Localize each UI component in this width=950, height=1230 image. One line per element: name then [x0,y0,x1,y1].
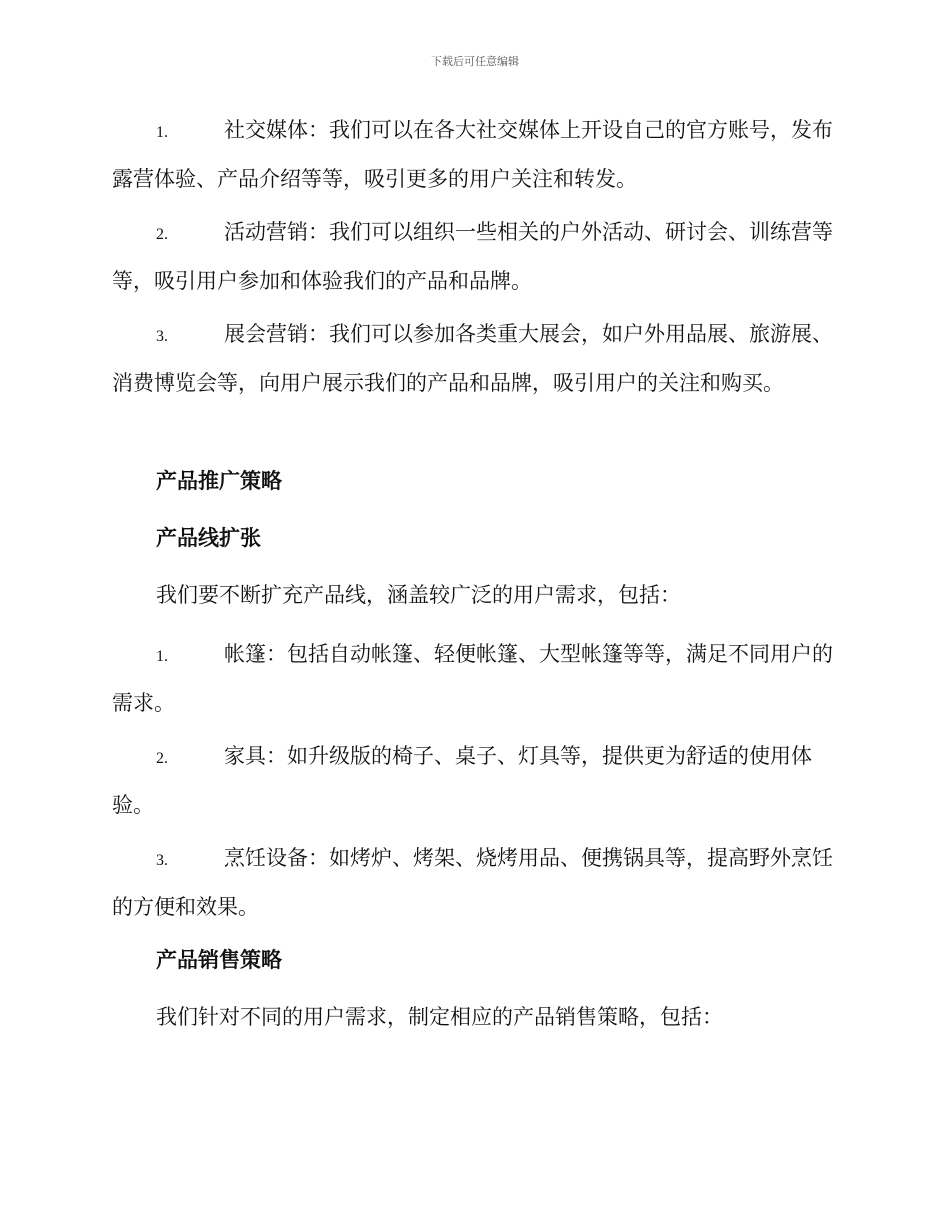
list-text: 家具：如升级版的椅子、桌子、灯具等，提供更为舒适的使用体验。 [112,744,812,817]
section-heading-product-line: 产品线扩张 [156,525,261,550]
section-heading-promotion: 产品推广策略 [156,468,282,493]
list-number: 1. [156,648,168,665]
list-item [112,835,840,930]
list-text: 社交媒体：我们可以在各大社交媒体上开设自己的官方账号，发布露营体验、产品介绍等等，吸引更多的用户关注和转发。 [112,118,833,191]
list-text: 活动营销：我们可以组织一些相关的户外活动、研讨会、训练营等等，吸引用户参加和体验我们的产品和品牌。 [112,220,833,293]
list-number: 3. [156,328,168,345]
list-item [112,107,840,202]
section-heading-sales: 产品销售策略 [156,947,282,972]
list-text: 展会营销：我们可以参加各类重大展会，如户外用品展、旅游展、消费博览会等，向用户展示我们的产品和品牌，吸引用户的关注和购买。 [112,322,833,395]
list-item [112,311,840,406]
list-number: 3. [156,852,168,869]
sales-intro-paragraph: 我们针对不同的用户需求，制定相应的产品销售策略，包括： [156,1005,723,1029]
list-number: 2. [156,750,168,767]
intro-paragraph: 我们要不断扩充产品线，涵盖较广泛的用户需求，包括： [156,583,681,607]
list-item [112,631,840,726]
list-number: 1. [156,124,168,141]
list-item [112,209,840,304]
list-item [112,733,840,828]
page-header: 下载后可任意编辑 [431,55,519,68]
list-number: 2. [156,226,168,243]
list-text: 帐篷：包括自动帐篷、轻便帐篷、大型帐篷等等，满足不同用户的需求。 [112,642,833,715]
list-text: 烹饪设备：如烤炉、烤架、烧烤用品、便携锅具等，提高野外烹饪的方便和效果。 [112,846,833,919]
